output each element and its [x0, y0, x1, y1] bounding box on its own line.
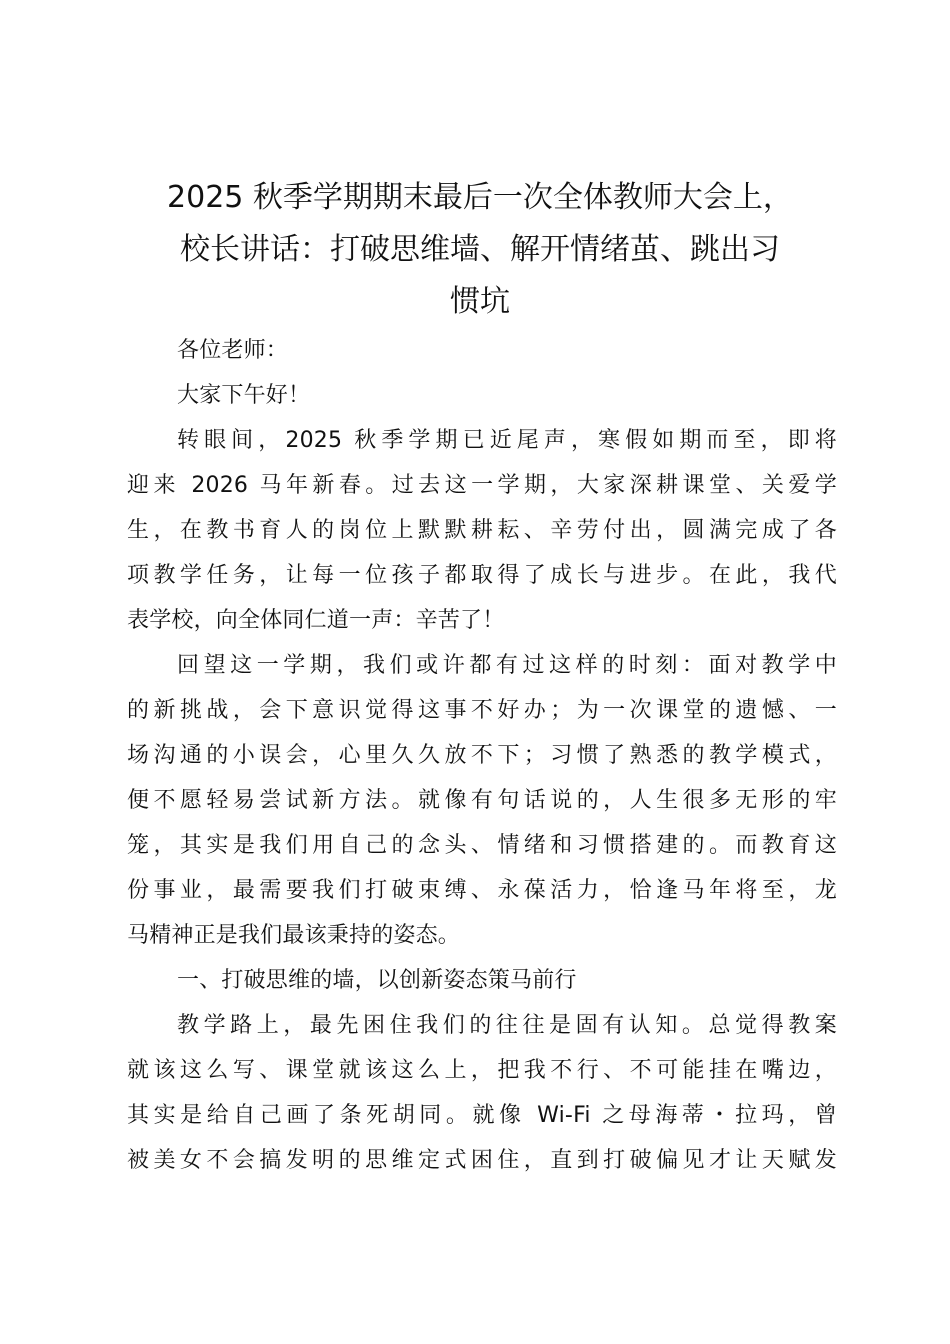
document-title	[110, 172, 850, 328]
paragraph-line: 迎来 2026 马年新春。过去这一学期，大家深耕课堂、关爱学	[127, 473, 837, 498]
greeting: 大家下午好！	[177, 383, 311, 408]
paragraph-line: 就该这么写、课堂就该这么上，把我不行、不可能挂在嘴边，	[127, 1058, 837, 1083]
title-line-1: 2025 秋季学期期末最后一次全体教师大会上，	[167, 180, 793, 215]
paragraph-line: 便不愿轻易尝试新方法。就像有句话说的，人生很多无形的牢	[127, 788, 837, 813]
paragraph-line: 生，在教书育人的岗位上默默耕耘、辛劳付出，圆满完成了各	[127, 518, 837, 543]
paragraph-line: 的新挑战，会下意识觉得这事不好办；为一次课堂的遗憾、一	[127, 698, 837, 723]
paragraph-line: 项教学任务，让每一位孩子都取得了成长与进步。在此，我代	[127, 563, 837, 588]
title-line-3: 惯坑	[450, 284, 510, 319]
salutation: 各位老师：	[177, 338, 289, 363]
paragraph-line: 表学校，向全体同仁道一声：辛苦了！	[127, 608, 505, 633]
paragraph-line: 笼，其实是我们用自己的念头、情绪和习惯搭建的。而教育这	[127, 833, 837, 858]
paragraph-line: 其实是给自己画了条死胡同。就像 Wi-Fi 之母海蒂・拉玛，曾	[127, 1103, 837, 1128]
paragraph-line: 场沟通的小误会，心里久久放不下；习惯了熟悉的教学模式，	[127, 743, 837, 768]
document-body	[127, 328, 837, 1183]
title-line-2: 校长讲话：打破思维墙、解开情绪茧、跳出习	[180, 232, 780, 267]
paragraph-line: 被美女不会搞发明的思维定式困住，直到打破偏见才让天赋发	[127, 1148, 837, 1173]
paragraph-line: 转眼间，2025 秋季学期已近尾声，寒假如期而至，即将	[177, 428, 837, 453]
section-heading: 一、打破思维的墙，以创新姿态策马前行	[177, 968, 577, 993]
paragraph-line: 份事业，最需要我们打破束缚、永葆活力，恰逢马年将至，龙	[127, 878, 837, 903]
paragraph-line: 回望这一学期，我们或许都有过这样的时刻：面对教学中	[177, 653, 837, 678]
paragraph-line: 马精神正是我们最该秉持的姿态。	[127, 923, 461, 948]
paragraph-line: 教学路上，最先困住我们的往往是固有认知。总觉得教案	[177, 1013, 837, 1038]
